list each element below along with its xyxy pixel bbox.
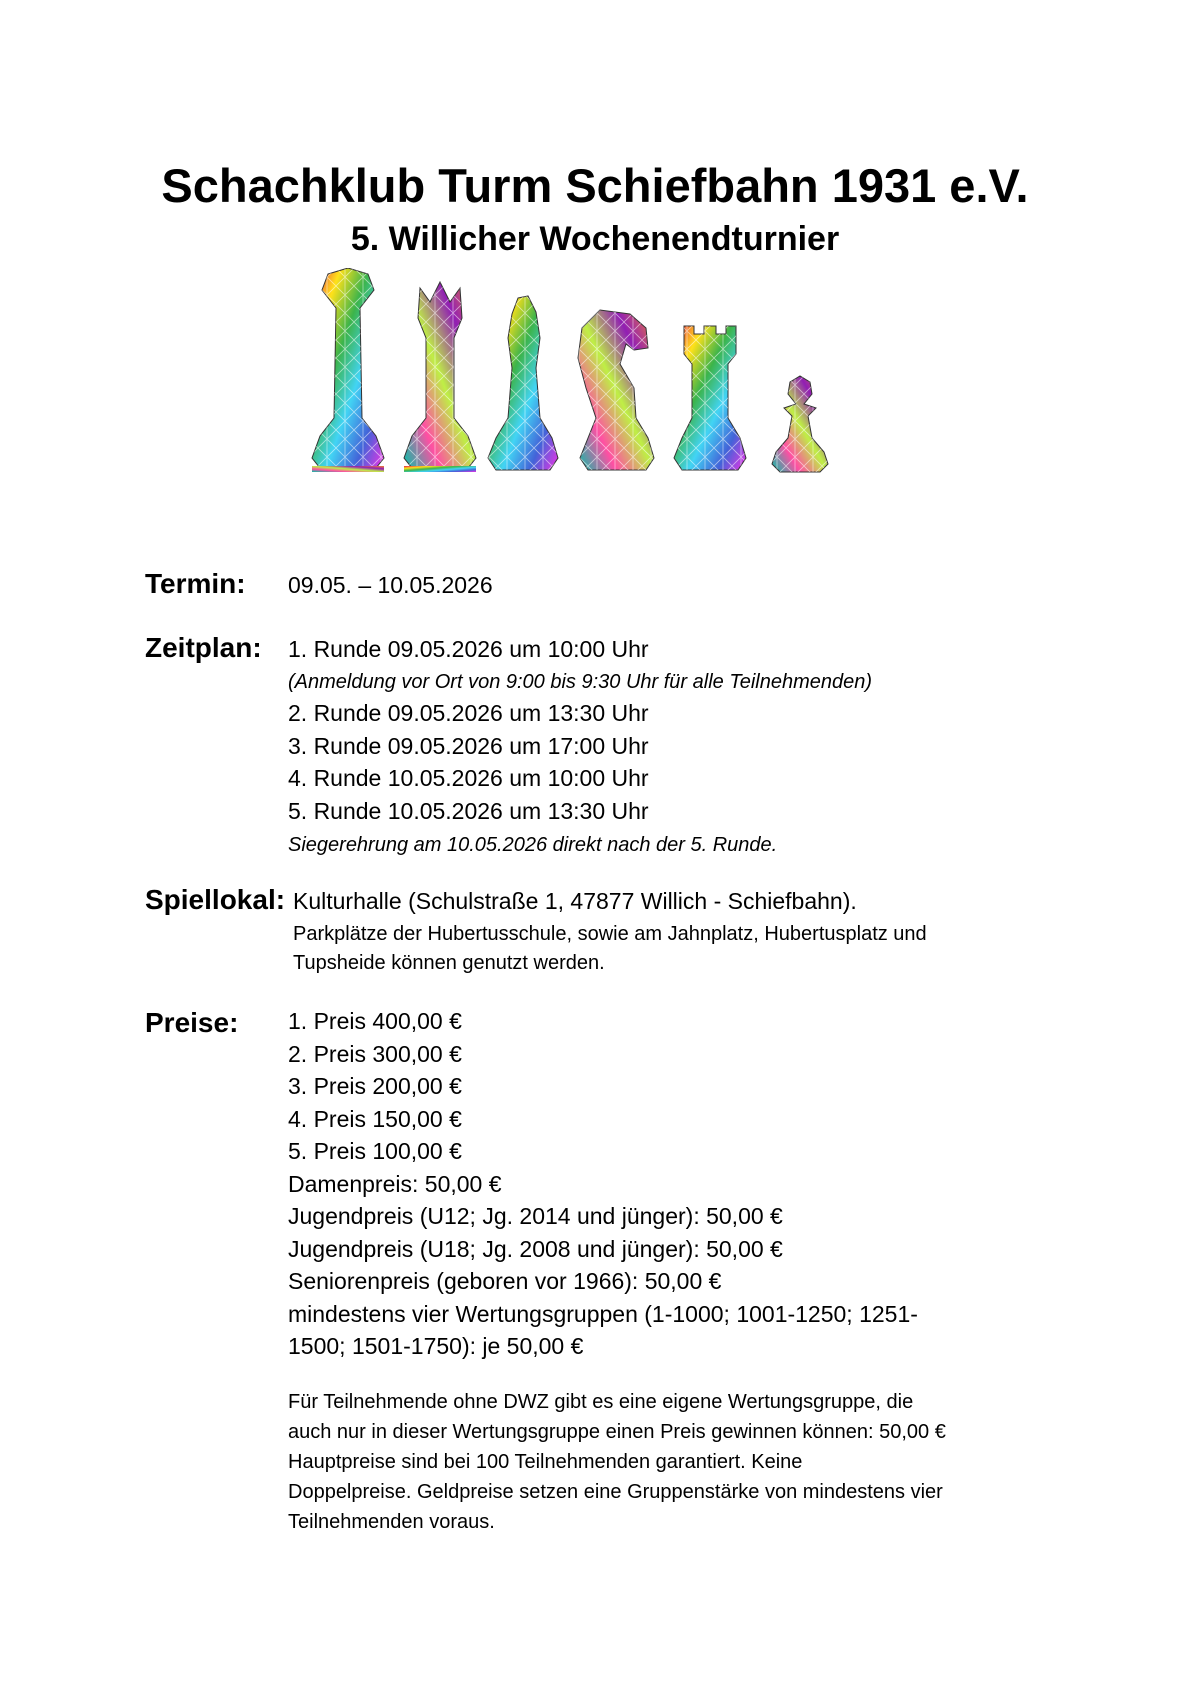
tournament-title: 5. Willicher Wochenendturnier — [350, 220, 840, 258]
prize-item: Seniorenpreis (geboren vor 1966): 50,00 € — [288, 1268, 722, 1294]
parking-line-2: Tupsheide können genutzt werden. — [293, 952, 605, 974]
king-icon — [312, 268, 384, 472]
prize-item: 2. Preis 300,00 € — [288, 1041, 462, 1067]
queen-icon — [404, 282, 476, 472]
round-2: 2. Runde 09.05.2026 um 13:30 Uhr — [288, 700, 649, 726]
prize-item: 1500; 1501-1750): je 50,00 € — [288, 1333, 584, 1359]
prize-item: 5. Preis 100,00 € — [288, 1138, 462, 1164]
round-1: 1. Runde 09.05.2026 um 10:00 Uhr — [288, 636, 649, 662]
venue: Kulturhalle (Schulstraße 1, 47877 Willich - Schiefbahn). — [293, 888, 857, 914]
termin-value: 09.05. – 10.05.2026 — [288, 572, 493, 598]
club-title: Schachklub Turm Schiefbahn 1931 e.V. — [161, 159, 1029, 212]
prize-item: 3. Preis 200,00 € — [288, 1073, 462, 1099]
termin-label: Termin: — [145, 568, 246, 599]
prize-item: mindestens vier Wertungsgruppen (1-1000; 1001-1250; 1251- — [288, 1301, 918, 1327]
prize-item: Damenpreis: 50,00 € — [288, 1171, 502, 1197]
prize-item: 4. Preis 150,00 € — [288, 1106, 462, 1132]
spiellokal-label: Spiellokal: — [145, 884, 286, 915]
bishop-icon — [488, 296, 558, 470]
chess-pieces-illustration — [300, 268, 900, 498]
registration-note: (Anmeldung vor Ort von 9:00 bis 9:30 Uhr für alle Teilnehmenden) — [288, 671, 873, 693]
parking-line-1: Parkplätze der Hubertusschule, sowie am Jahnplatz, Hubertusplatz und — [293, 923, 927, 945]
ceremony-note: Siegerehrung am 10.05.2026 direkt nach der 5. Runde. — [288, 834, 778, 856]
knight-icon — [578, 310, 654, 470]
round-3: 3. Runde 09.05.2026 um 17:00 Uhr — [288, 733, 649, 759]
prize-item: Jugendpreis (U18; Jg. 2008 und jünger): 50,00 € — [288, 1236, 783, 1262]
preise-label: Preise: — [145, 1007, 239, 1038]
note-line: Hauptpreise sind bei 100 Teilnehmenden garantiert. Keine — [288, 1451, 803, 1473]
prize-item: Jugendpreis (U12; Jg. 2014 und jünger): 50,00 € — [288, 1203, 783, 1229]
round-5: 5. Runde 10.05.2026 um 13:30 Uhr — [288, 798, 649, 824]
prize-item: 1. Preis 400,00 € — [288, 1008, 462, 1034]
round-4: 4. Runde 10.05.2026 um 10:00 Uhr — [288, 765, 649, 791]
rook-icon — [674, 326, 746, 470]
note-line: Teilnehmenden voraus. — [288, 1511, 495, 1533]
note-line: Für Teilnehmende ohne DWZ gibt es eine eigene Wertungsgruppe, die — [288, 1391, 914, 1413]
note-line: Doppelpreise. Geldpreise setzen eine Gruppenstärke von mindestens vier — [288, 1481, 943, 1503]
pawn-icon — [772, 376, 828, 472]
note-line: auch nur in dieser Wertungsgruppe einen Preis gewinnen können: 50,00 € — [288, 1421, 946, 1443]
prize-notes — [288, 1387, 1033, 1537]
zeitplan-label: Zeitplan: — [145, 632, 262, 663]
